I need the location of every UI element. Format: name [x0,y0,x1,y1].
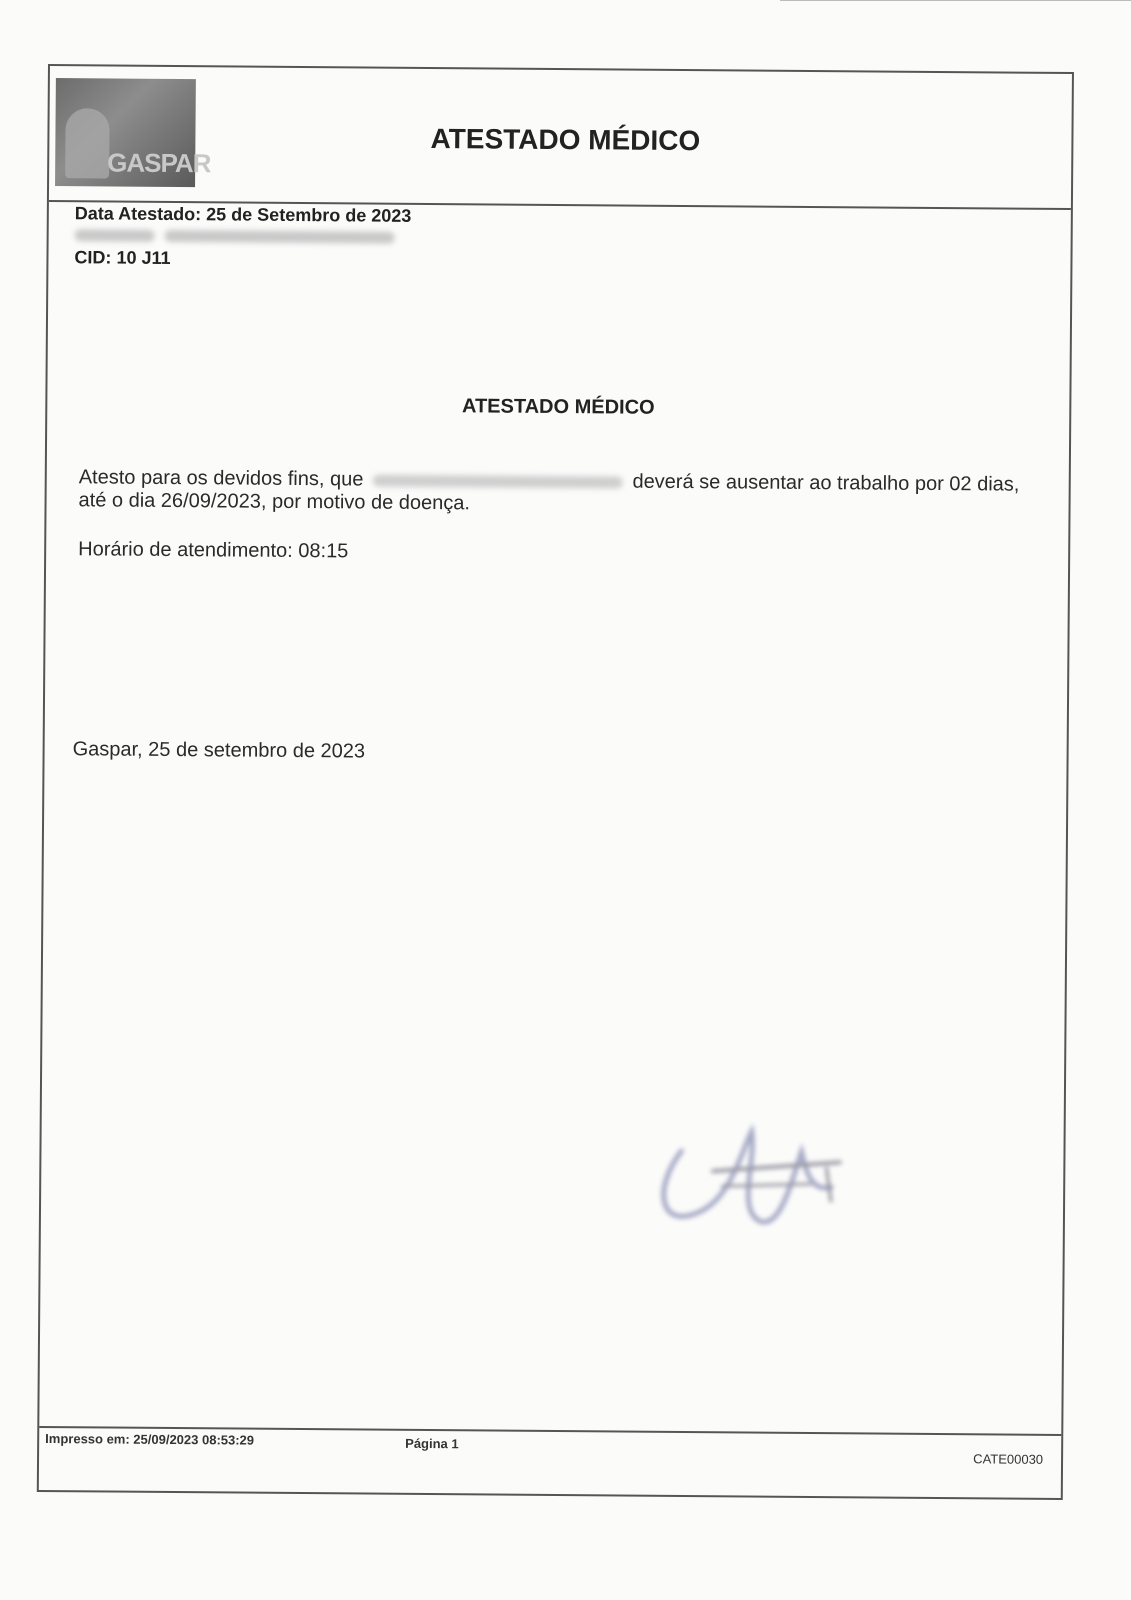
header-title: ATESTADO MÉDICO [430,123,701,157]
body-line-1-end: deverá se ausentar ao trabalho por 02 dias, [632,470,1020,496]
printed-at: Impresso em: 25/09/2023 08:53:29 [45,1431,255,1448]
date-label: Data Atestado: [74,203,202,225]
certificate-frame [37,64,1074,1500]
document-code: CATE00030 [973,1451,1044,1467]
document-title: ATESTADO MÉDICO [461,395,655,419]
header [49,66,1072,210]
doctor-signature [641,1091,852,1243]
certificate-body [78,466,1040,520]
date-value: 25 de Setembro de 2023 [206,204,412,226]
redacted-patient-name-inline [373,474,623,488]
cid-value: 10 J11 [116,247,171,268]
date-row [75,202,412,227]
certificate-meta [74,202,411,271]
cid-label: CID: [74,247,112,268]
footer [39,1426,1061,1466]
place-date: Gaspar, 25 de setembro de 2023 [72,738,366,763]
patient-row-redacted [75,224,412,249]
body-line-2: até o dia 26/09/2023, por motivo de doença. [78,489,471,515]
page-number: Página 1 [405,1435,459,1452]
redacted-label [75,229,155,242]
cid-row [74,246,411,271]
redacted-patient-name [165,230,395,244]
scan-edge-line [780,0,1131,1]
body-line-1-start: Atesto para os devidos fins, que [78,466,364,491]
logo-text: GASPAR [107,147,211,179]
attendance-time: Horário de atendimento: 08:15 [78,538,349,563]
